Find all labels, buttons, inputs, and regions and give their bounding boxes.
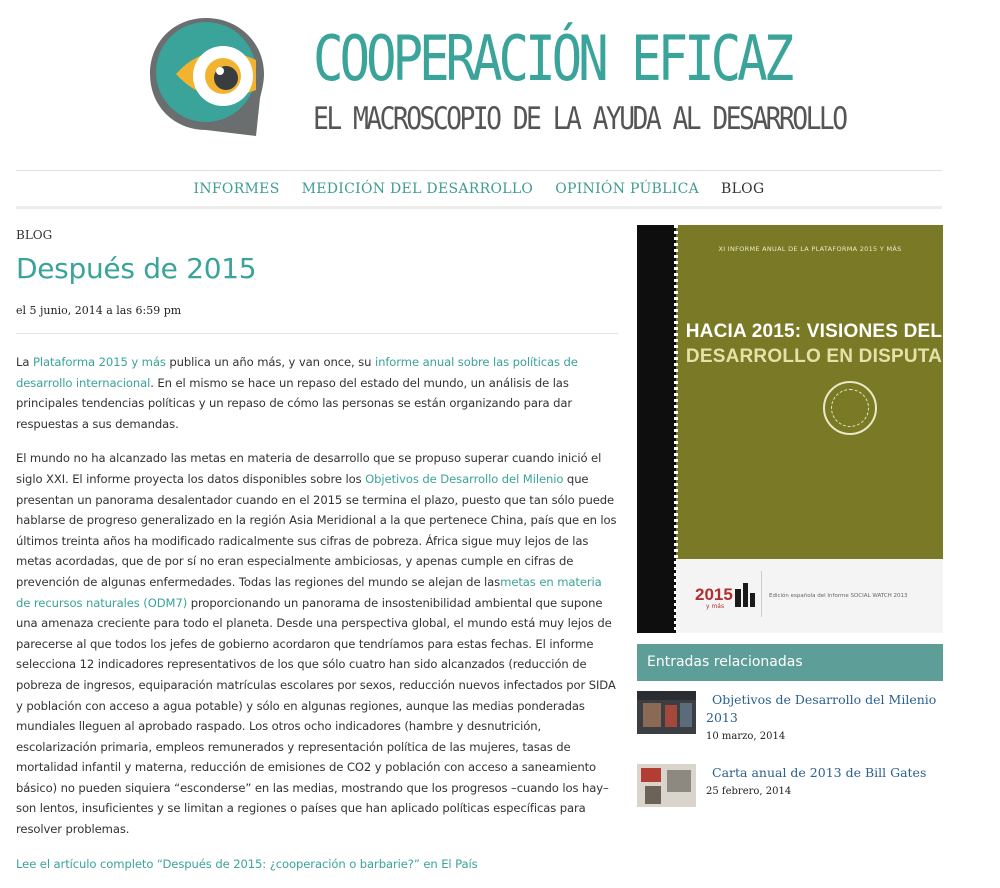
link-metas-recursos-naturales[interactable]: metas en materia de recursos naturales (ODM7) <box>16 574 602 610</box>
related-posts-heading: Entradas relacionadas <box>637 644 943 681</box>
cover-footer-text: Edición española del Informe SOCIAL WATCH 2013 <box>769 593 908 599</box>
title-divider <box>16 333 618 334</box>
post-paragraph-1: La Plataforma 2015 y más publica un año más, y van once, su informe anual sobre las políticas de desarrollo internacional. En el mismo se hace un repaso del estado del mundo, un análisis de las principales tendencias políticas y un repaso de cómo las personas se están organizando para dar respuestas a sus demandas. <box>16 355 578 431</box>
post-paragraph-2: El mundo no ha alcanzado las metas en materia de desarrollo que se propuso superar cuando inició el siglo XXI. El informe proyecta los datos disponibles sobre los Objetivos de Desarrollo del Milenio que presentan un panorama desalentador cuando en el 2015 se termina el plazo, puesto que tan sólo puede hablarse de progreso generalizado en la región Asia Meridional a la que pertenece China, país que en los últimos treinta años ha modificado radicalmente sus cifras de pobreza. África sigue muy lejos de las metas acordadas, que de por sí no eran especialmente ambiciosas, y apenas cumple en cifras de prevención de algunas enfermedades. Todas las regiones del mundo se alejan de lasmetas en materia de recursos naturales (ODM7) proporcionando un panorama de insostenibilidad ambiental que supone una amenaza creciente para todo el planeta. Desde una perspectiva global, el mundo está muy lejos de parecerse al que todos los jefes de gobierno acordaron que tendríamos para estas fechas. El informe selecciona 12 indicadores representativos de los que sólo cuatro han sido alcanzados (reducción de pobreza de ingresos, equiparación matrículas escolares por sexos, reducción nuevos infectados por SIDA y población con acceso a agua potable) y sólo en algunas regiones, aunque las medias ponderadas mundiales lleguen al aprobado raspado. Los otros ocho indicadores (hambre y desnutrición, escolarización primaria, empleos remunerados y representación política de las mujeres, tasas de mortalidad infantil y materna, reducción de emisiones de CO2 y población con acceso a saneamiento básico) no pueden siquiera “esconderse” en las medias, mostrando que los progresos –cuando los hay– son lentos, insuficientes y se limitan a regiones o países que han aplicado políticas específicas para resolver problemas. <box>16 451 617 837</box>
nav-item-informes[interactable]: INFORMES <box>193 180 280 197</box>
photo-thumbnail[interactable] <box>637 764 696 807</box>
cover-footer-band <box>676 559 943 633</box>
link-informe-anual[interactable]: informe anual sobre las políticas de desarrollo internacional <box>16 355 578 390</box>
link-articulo-completo[interactable]: Lee el artículo completo “Después de 2015: ¿cooperación o barbarie?” en El País <box>16 856 478 871</box>
cover-separator <box>761 571 762 617</box>
post-category[interactable]: BLOG <box>16 228 53 242</box>
site-header <box>0 0 1000 160</box>
seal-stamp-icon <box>823 381 877 435</box>
nav-item-medicion-del-desarrollo[interactable]: MEDICIÓN DEL DESARROLLO <box>301 180 534 197</box>
eye-speech-bubble-icon[interactable] <box>148 14 270 140</box>
cover-brand: 2015 <box>695 585 733 604</box>
cover-spine <box>637 225 676 633</box>
post-article <box>16 226 618 888</box>
related-post-title[interactable]: Objetivos de Desarrollo del Milenio 2013 <box>706 692 937 725</box>
post-paragraph-3 <box>16 854 618 875</box>
related-post-title[interactable]: Carta anual de 2013 de Bill Gates <box>712 765 927 780</box>
cover-subtitle: XI INFORME ANUAL DE LA PLATAFORMA 2015 Y MÁS <box>718 245 902 253</box>
post-body <box>16 352 618 874</box>
cover-title-line-2: DESARROLLO EN DISPUTA <box>685 346 943 367</box>
related-post-date: 25 febrero, 2014 <box>706 786 792 797</box>
site-title[interactable]: COOPERACIÓN EFICAZ <box>313 22 791 95</box>
post-date: el 5 junio, 2014 a las 6:59 pm <box>16 304 182 317</box>
report-cover-image[interactable] <box>637 225 943 633</box>
site-tagline: EL MACROSCOPIO DE LA AYUDA AL DESARROLLO <box>313 101 846 137</box>
report-cover-thumbnail[interactable] <box>637 691 696 734</box>
link-plataforma-2015[interactable]: Plataforma 2015 y más <box>32 355 166 369</box>
nav-divider-bottom <box>16 206 942 209</box>
link-objetivos-desarrollo-milenio[interactable]: Objetivos de Desarrollo del Milenio <box>365 471 564 486</box>
related-post-date: 10 marzo, 2014 <box>706 731 786 742</box>
ink-bottles-icon <box>734 579 756 609</box>
main-nav <box>16 171 942 206</box>
cover-title-line-1: HACIA 2015: VISIONES DEL <box>685 321 943 342</box>
nav-item-opinion-publica[interactable]: OPINIÓN PÚBLICA <box>555 180 699 197</box>
nav-item-blog[interactable]: BLOG <box>721 180 765 197</box>
post-title: Después de 2015 <box>16 252 257 285</box>
cover-brand-sub: y más <box>706 603 725 610</box>
